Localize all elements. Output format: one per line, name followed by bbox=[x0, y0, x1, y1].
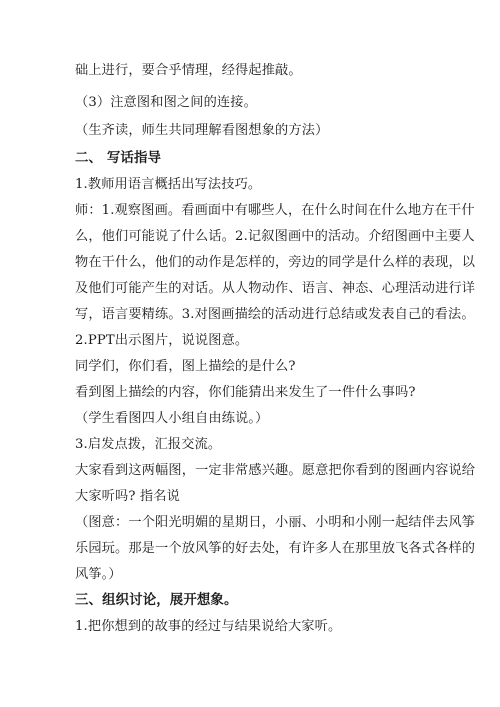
text-line: 1.教师用语言概括出写法技巧。 bbox=[75, 177, 262, 192]
text-line: 2.PPT出示图片，说说图意。 bbox=[75, 333, 249, 348]
text-line: 同学们，你们看，图上描绘的是什么? bbox=[75, 359, 296, 374]
text-line: 么，他们可能说了什么话。2.记叙图画中的活动。介绍图画中主要人 bbox=[75, 229, 475, 244]
text-line: （生齐读，师生共同理解看图想象的方法） bbox=[75, 123, 329, 138]
section-heading: 三、组织讨论，展开想象。 bbox=[75, 593, 238, 608]
section-heading: 二、 写话指导 bbox=[75, 151, 162, 166]
text-line: 物在干什么，他们的动作是怎样的，旁边的同学是什么样的表现，以 bbox=[75, 255, 476, 270]
text-line: 风筝。） bbox=[75, 567, 122, 582]
text-line: 大家看到这两幅图，一定非常感兴趣。愿意把你看到的图画内容说给 bbox=[75, 463, 476, 478]
text-line: 乐园玩。那是一个放风筝的好去处，有许多人在那里放飞各式各样的 bbox=[75, 541, 476, 556]
text-line: 看到图上描绘的内容，你们能猜出来发生了一件什么事吗? bbox=[75, 385, 416, 400]
text-line: 写，语言要精练。3.对图画描绘的活动进行总结或发表自己的看法。 bbox=[75, 307, 475, 322]
text-line: （学生看图四人小组自由练说。） bbox=[75, 411, 269, 426]
text-line: 及他们可能产生的对话。从人物动作、语言、神态、心理活动进行详 bbox=[75, 281, 476, 296]
text-line: 础上进行，要合乎情理，经得起推敲。 bbox=[75, 63, 302, 78]
text-line: 大家听吗? 指名说 bbox=[75, 489, 180, 504]
text-line: （3）注意图和图之间的连接。 bbox=[75, 95, 257, 110]
text-line: 1.把你想到的故事的经过与结果说给大家听。 bbox=[75, 619, 342, 634]
text-line: 3.启发点拨，汇报交流。 bbox=[75, 437, 222, 452]
text-line: 师：1.观察图画。看画面中有哪些人，在什么时间在什么地方在干什 bbox=[75, 203, 475, 218]
text-line: （图意：一个阳光明媚的星期日，小丽、小明和小刚一起结伴去风筝 bbox=[75, 515, 476, 530]
